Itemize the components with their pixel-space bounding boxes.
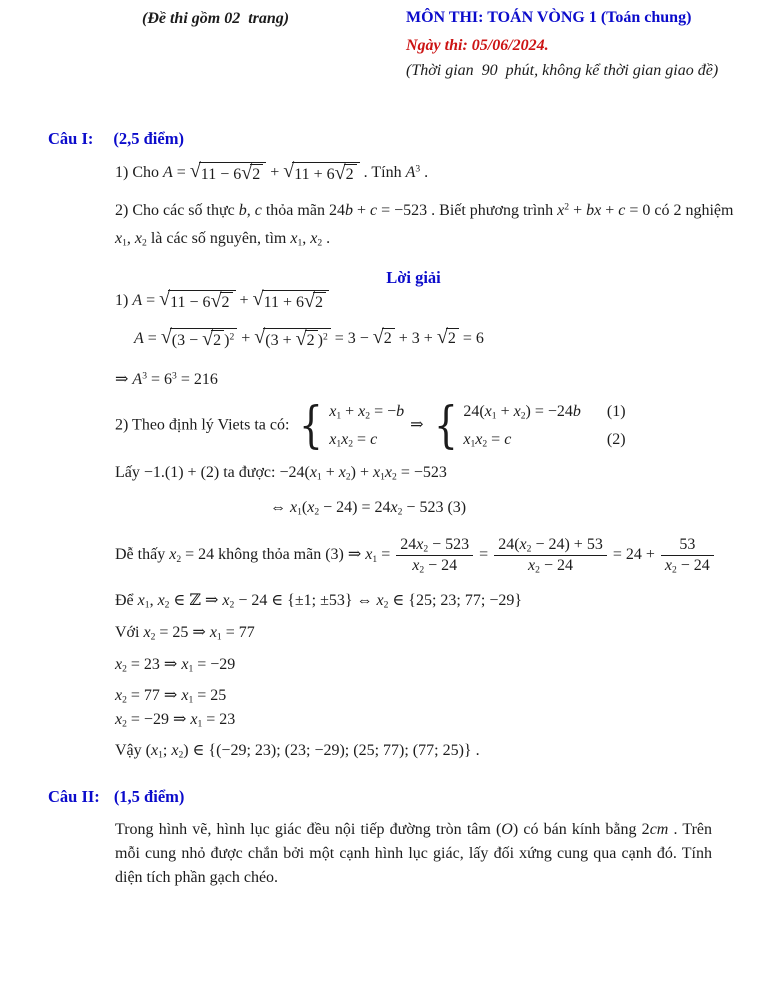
sqrt-radical [161, 328, 237, 350]
denominator [396, 555, 473, 576]
math-var: x [310, 230, 318, 247]
subscript: 1 [336, 438, 342, 450]
radical-sign-icon: √ [160, 326, 172, 348]
equation-system [430, 396, 626, 455]
math-var: x [664, 557, 672, 574]
radicand [263, 328, 330, 350]
equation-number: (2) [606, 431, 626, 449]
text-run: ) [317, 332, 323, 349]
text-run: = − [370, 403, 397, 420]
text-run: = 77 [221, 624, 255, 641]
text-run: thỏa mãn 24 [261, 202, 345, 219]
subscript: 1 [197, 718, 203, 730]
text-run: . [322, 230, 331, 247]
subscript: 2 [419, 564, 425, 576]
denominator [661, 555, 714, 576]
math-var: x [307, 499, 315, 516]
text-run: − 24 ∈ {±1; ±53} ⇔ [234, 592, 377, 609]
system-brace-icon: { [299, 396, 324, 455]
text-run: + [235, 292, 253, 309]
line-s5 [115, 461, 447, 484]
text-run: ) = −24 [525, 403, 573, 420]
math-var: c [618, 202, 626, 219]
radicand [344, 164, 357, 184]
subscript: 2 [176, 553, 182, 565]
superscript: 3 [415, 163, 421, 175]
text-run: = [353, 431, 371, 449]
text-run: + [601, 202, 619, 219]
radical-sign-icon: √ [283, 160, 295, 182]
math-var: x [338, 464, 346, 481]
math-var: bx [586, 202, 602, 219]
subscript: 2 [423, 543, 429, 555]
line-s7 [115, 535, 716, 576]
math-var: x [463, 431, 471, 449]
subscript: 1 [188, 663, 194, 675]
math-var: A [405, 164, 416, 181]
text-run: − 24 [676, 557, 710, 574]
math-var: x [412, 557, 420, 574]
subscript: 1 [158, 749, 163, 761]
math-var: b [572, 403, 581, 420]
equation-number: (1) [606, 403, 626, 420]
math-var: x [416, 536, 424, 553]
text-run: 11 − 6 [200, 166, 242, 183]
text-run: = 77 ⇒ [126, 687, 182, 704]
math-var: x [329, 403, 337, 420]
subscript: 2 [345, 471, 351, 483]
text-run: = [143, 330, 161, 347]
text-run: = 3 − [330, 330, 373, 347]
superscript: 2 [322, 331, 328, 343]
text-run: + [352, 202, 370, 219]
text-run: 2 [306, 332, 315, 349]
sqrt-radical [211, 292, 233, 312]
line-s10 [115, 653, 235, 676]
text-run: + 3 + [394, 330, 437, 347]
line-q2 [115, 199, 733, 222]
math-var: x [190, 711, 198, 728]
math-var: x [309, 464, 317, 481]
text-run: 24( [463, 403, 485, 420]
text-run: = [377, 546, 395, 564]
text-run: = 216 [176, 371, 218, 388]
system-row [463, 400, 625, 423]
math-var: O [501, 821, 513, 838]
text-run: , [246, 202, 255, 219]
math-var: x [209, 624, 217, 641]
subscript: 2 [348, 438, 354, 450]
system-row [329, 400, 404, 423]
radicand [446, 328, 459, 348]
math-var: x [157, 592, 165, 609]
text-run: 2) Theo định lý Viets ta có: [115, 416, 294, 434]
radical-sign-icon: √ [210, 290, 222, 312]
subscript: 1 [216, 631, 222, 643]
text-run: Lời giải [386, 268, 441, 287]
math-var: x [528, 557, 536, 574]
math-var: A [132, 292, 143, 309]
text-run: (2,5 điểm) [113, 129, 184, 148]
text-run: = −29 ⇒ [126, 711, 191, 728]
text-run: 2) Cho các số thực [115, 202, 239, 219]
radicand [292, 162, 359, 184]
math-var: c [369, 202, 378, 219]
line-s3 [115, 368, 218, 391]
sqrt-radical [304, 292, 326, 312]
subscript: 2 [482, 438, 488, 450]
math-var: x [137, 592, 145, 609]
math-var: x [222, 592, 230, 609]
text-run: 2 [345, 166, 354, 183]
math-var: b [344, 202, 353, 219]
math-var: A [132, 371, 143, 388]
text-run: Câu II: [48, 787, 100, 806]
text-run: 2 [383, 330, 392, 347]
math-var: x [181, 687, 189, 704]
text-run: + [341, 403, 359, 420]
radicand [313, 292, 326, 312]
subscript: 2 [150, 631, 156, 643]
text-run: = 24 không thỏa mãn (3) ⇒ [181, 546, 366, 564]
radicand [305, 330, 318, 350]
text-run: − 24) + 53 [531, 536, 603, 553]
math-var: x [373, 464, 381, 481]
subscript: 1 [372, 553, 378, 565]
radicand [168, 290, 235, 312]
text-run: . Trên mỗi cung nhỏ được chắn bởi một cạnh hình lục giác, lấy đối xứng cung qua cạnh đó. Tính diện tích phần gạch chéo. [115, 821, 712, 886]
text-run: 11 + 6 [294, 166, 335, 183]
text-run: Để [115, 592, 138, 609]
math-var: x [384, 464, 393, 481]
math-var: A [163, 164, 173, 181]
sqrt-radical [190, 162, 266, 184]
superscript: 2 [229, 331, 235, 343]
text-run: = −523 . Biết phương trình [377, 202, 558, 219]
fraction [494, 535, 607, 576]
text-run: = 0 có 2 nghiệm [625, 202, 734, 219]
subscript: 2 [317, 237, 323, 249]
text-run: ) ∈ {(−29; 23); (23; −29); (25; 77); (77; 25)} . [183, 742, 480, 759]
line-s2 [134, 327, 484, 350]
subscript: 1 [336, 410, 342, 422]
subscript: 2 [178, 749, 184, 761]
text-run: (1,5 điểm) [113, 787, 185, 806]
text-run: (3 + [265, 332, 296, 349]
radical-sign-icon: √ [372, 326, 384, 348]
subscript: 2 [122, 663, 127, 675]
superscript: 3 [172, 370, 177, 382]
radical-sign-icon: √ [254, 326, 266, 348]
subscript: 2 [392, 471, 397, 483]
text-run: Vậy ( [115, 742, 151, 759]
subscript: 1 [188, 694, 194, 706]
text-run: = 6 [458, 330, 484, 347]
math-var: x [475, 431, 483, 449]
radicand [382, 328, 395, 348]
radicand [211, 330, 224, 350]
superscript: 2 [564, 201, 570, 213]
math-var: x [390, 499, 398, 516]
text-run: . Tính [359, 164, 406, 181]
subscript: 1 [470, 438, 476, 450]
math-var: b [396, 403, 405, 420]
text-run: = 24 + [608, 546, 659, 564]
radical-sign-icon: √ [436, 326, 448, 348]
line-cau2-head [48, 785, 184, 809]
radicand [199, 162, 266, 184]
line-s8 [115, 589, 522, 612]
text-run: ∈ ℤ ⇒ [169, 592, 223, 609]
text-run: 2 [314, 294, 323, 311]
text-run: ( [301, 499, 308, 516]
math-var: x [181, 656, 189, 673]
math-var: x [376, 592, 384, 609]
radical-sign-icon: √ [189, 160, 201, 182]
subscript: 2 [142, 237, 147, 249]
text-run: 11 + 6 [263, 294, 304, 311]
exam-date: Ngày thi: 05/06/2024. [406, 37, 549, 54]
sqrt-radical [373, 328, 395, 348]
sqrt-radical [253, 290, 329, 312]
text-run: ) + [350, 464, 374, 481]
text-run: = [172, 164, 190, 181]
math-var: x [358, 403, 366, 420]
subscript: 1 [380, 471, 385, 483]
text-run: ∈ {25; 23; 77; −29} [388, 592, 523, 609]
text-run: ⇒ [115, 371, 133, 388]
sqrt-radical [159, 290, 235, 312]
sqrt-radical [254, 328, 330, 350]
radicand [250, 164, 263, 184]
line-s11 [115, 684, 226, 707]
text-run: + [237, 330, 255, 347]
fraction [661, 535, 714, 576]
math-var: c [254, 202, 262, 219]
subscript: 2 [229, 599, 235, 611]
system-row-content [463, 400, 581, 423]
denominator [494, 555, 607, 576]
text-run: . [420, 164, 429, 181]
text-run: = −523 [396, 464, 447, 481]
text-run: ) có bán kính bằng 2 [512, 821, 650, 838]
math-var: x [513, 403, 521, 420]
text-run: − 24 [424, 557, 458, 574]
text-run: ; [162, 742, 172, 759]
text-run: = [487, 431, 505, 449]
sqrt-radical [335, 164, 357, 184]
math-var: cm [649, 821, 669, 838]
system-brace-icon: { [433, 396, 458, 455]
system-rows [463, 400, 625, 451]
exam-duration: (Thời gian 90 phút, không kể thời gian giao đề) [406, 62, 719, 79]
subscript: 2 [397, 506, 403, 518]
radical-sign-icon: √ [159, 288, 171, 310]
text-run: , [302, 230, 311, 247]
line-cau1-head [48, 127, 184, 151]
fraction [396, 535, 473, 576]
radicand [262, 290, 329, 312]
math-var: x [290, 230, 298, 247]
radical-sign-icon: √ [252, 288, 264, 310]
line-s13 [115, 739, 480, 762]
text-run: − 523 [428, 536, 470, 553]
text-run: = 23 ⇒ [126, 656, 182, 673]
text-run: = 6 [146, 371, 173, 388]
system-row-content [329, 400, 404, 423]
sqrt-radical [437, 328, 459, 348]
subscript: 2 [164, 599, 170, 611]
text-run: = 25 [193, 687, 227, 704]
system-rows [329, 400, 404, 451]
radicand [170, 328, 237, 350]
sqrt-radical [283, 162, 359, 184]
text-run: 2 [221, 294, 230, 311]
numerator [494, 535, 607, 555]
sqrt-radical [202, 330, 224, 350]
math-var: x [171, 742, 179, 759]
text-run: , [126, 230, 135, 247]
text-run: ⇔ [270, 499, 290, 516]
radical-sign-icon: √ [304, 290, 315, 312]
subscript: 2 [383, 599, 389, 611]
subscript: 1 [491, 410, 497, 422]
text-run: = [142, 292, 160, 309]
line-s4 [115, 396, 628, 455]
radical-sign-icon: √ [334, 162, 346, 184]
subscript: 2 [122, 694, 127, 706]
math-var: x [484, 403, 492, 420]
math-var: x [115, 230, 123, 247]
line-loi-giai [115, 266, 712, 290]
text-run: + [321, 464, 339, 481]
text-run: + [569, 202, 587, 219]
numerator [396, 535, 473, 555]
subscript: 2 [122, 718, 127, 730]
text-run: = 23 [202, 711, 236, 728]
subscript: 2 [314, 506, 320, 518]
math-var: x [150, 742, 159, 759]
math-var: A [134, 330, 144, 347]
system-row-content [329, 428, 377, 451]
line-q1 [115, 161, 428, 184]
math-var: x [341, 431, 349, 449]
text-run: (3 − [171, 332, 203, 349]
subscript: 1 [144, 599, 150, 611]
system-row [329, 428, 404, 451]
text-run: 1) [115, 292, 133, 309]
math-var: x [143, 624, 151, 641]
math-var: x [115, 711, 123, 728]
radical-sign-icon: √ [295, 328, 307, 350]
subscript: 1 [122, 237, 127, 249]
math-var: x [365, 546, 373, 564]
text-run: , [149, 592, 158, 609]
subscript: 1 [316, 471, 322, 483]
radicand [220, 292, 233, 312]
text-run: Trong hình vẽ, hình lục giác đều nội tiếp đường tròn tâm ( [115, 821, 502, 838]
text-run: = [475, 546, 493, 564]
subscript: 2 [671, 564, 677, 576]
math-var: x [329, 431, 337, 449]
line-q3 [115, 227, 330, 250]
pages-note: (Đề thi gồm 02 trang) [142, 10, 290, 27]
line-s1 [115, 289, 329, 312]
text-run: Dễ thấy [115, 546, 170, 564]
radical-sign-icon: √ [202, 328, 214, 350]
math-var: x [557, 202, 565, 219]
subscript: 2 [365, 410, 371, 422]
text-run: − 523 (3) [402, 499, 467, 516]
subscript: 2 [520, 410, 526, 422]
text-run: ) [224, 332, 230, 349]
sqrt-radical [296, 330, 318, 350]
subscript: 2 [535, 564, 540, 576]
text-run: = −29 [193, 656, 236, 673]
line-s12 [115, 708, 235, 731]
text-run: − 24) = 24 [319, 499, 391, 516]
text-run: 2 [213, 332, 222, 349]
math-var: c [370, 431, 378, 449]
text-run: 11 − 6 [170, 294, 211, 311]
text-run: Lấy −1.(1) + (2) ta được: −24( [115, 464, 310, 481]
subscript: 2 [526, 543, 532, 555]
line-q4 [115, 818, 712, 890]
math-var: x [115, 656, 123, 673]
equation-system [295, 396, 405, 455]
text-run: 2 [252, 166, 261, 183]
radical-sign-icon: √ [241, 162, 253, 184]
system-row [463, 428, 625, 451]
subscript: 1 [297, 237, 303, 249]
text-run: 53 [679, 536, 696, 553]
superscript: 3 [142, 370, 147, 382]
text-run: ⇒ [406, 416, 428, 434]
text-run: + [496, 403, 514, 420]
text-run: 24 [400, 536, 417, 553]
text-run: − 24 [539, 557, 573, 574]
text-run: = 25 ⇒ [155, 624, 210, 641]
line-s6 [270, 496, 466, 519]
math-var: x [134, 230, 143, 247]
subscript: 1 [297, 506, 302, 518]
math-var: b [238, 202, 247, 219]
math-var: c [504, 431, 512, 449]
text-run: 24( [498, 536, 520, 553]
text-run: là các số nguyên, tìm [146, 230, 291, 247]
math-var: x [290, 499, 298, 516]
math-var: x [169, 546, 177, 564]
math-var: x [115, 687, 123, 704]
sqrt-radical [241, 164, 263, 184]
numerator [661, 535, 714, 555]
text-run: 2 [447, 330, 456, 347]
text-run: Với [115, 624, 144, 641]
text-run: 1) Cho [115, 164, 163, 181]
math-var: x [519, 536, 527, 553]
text-run: Câu I: [48, 129, 94, 148]
text-run: + [266, 164, 284, 181]
line-s9 [115, 621, 255, 644]
subject-title: MÔN THI: TOÁN VÒNG 1 (Toán chung) [406, 9, 692, 26]
system-row-content [463, 428, 511, 451]
